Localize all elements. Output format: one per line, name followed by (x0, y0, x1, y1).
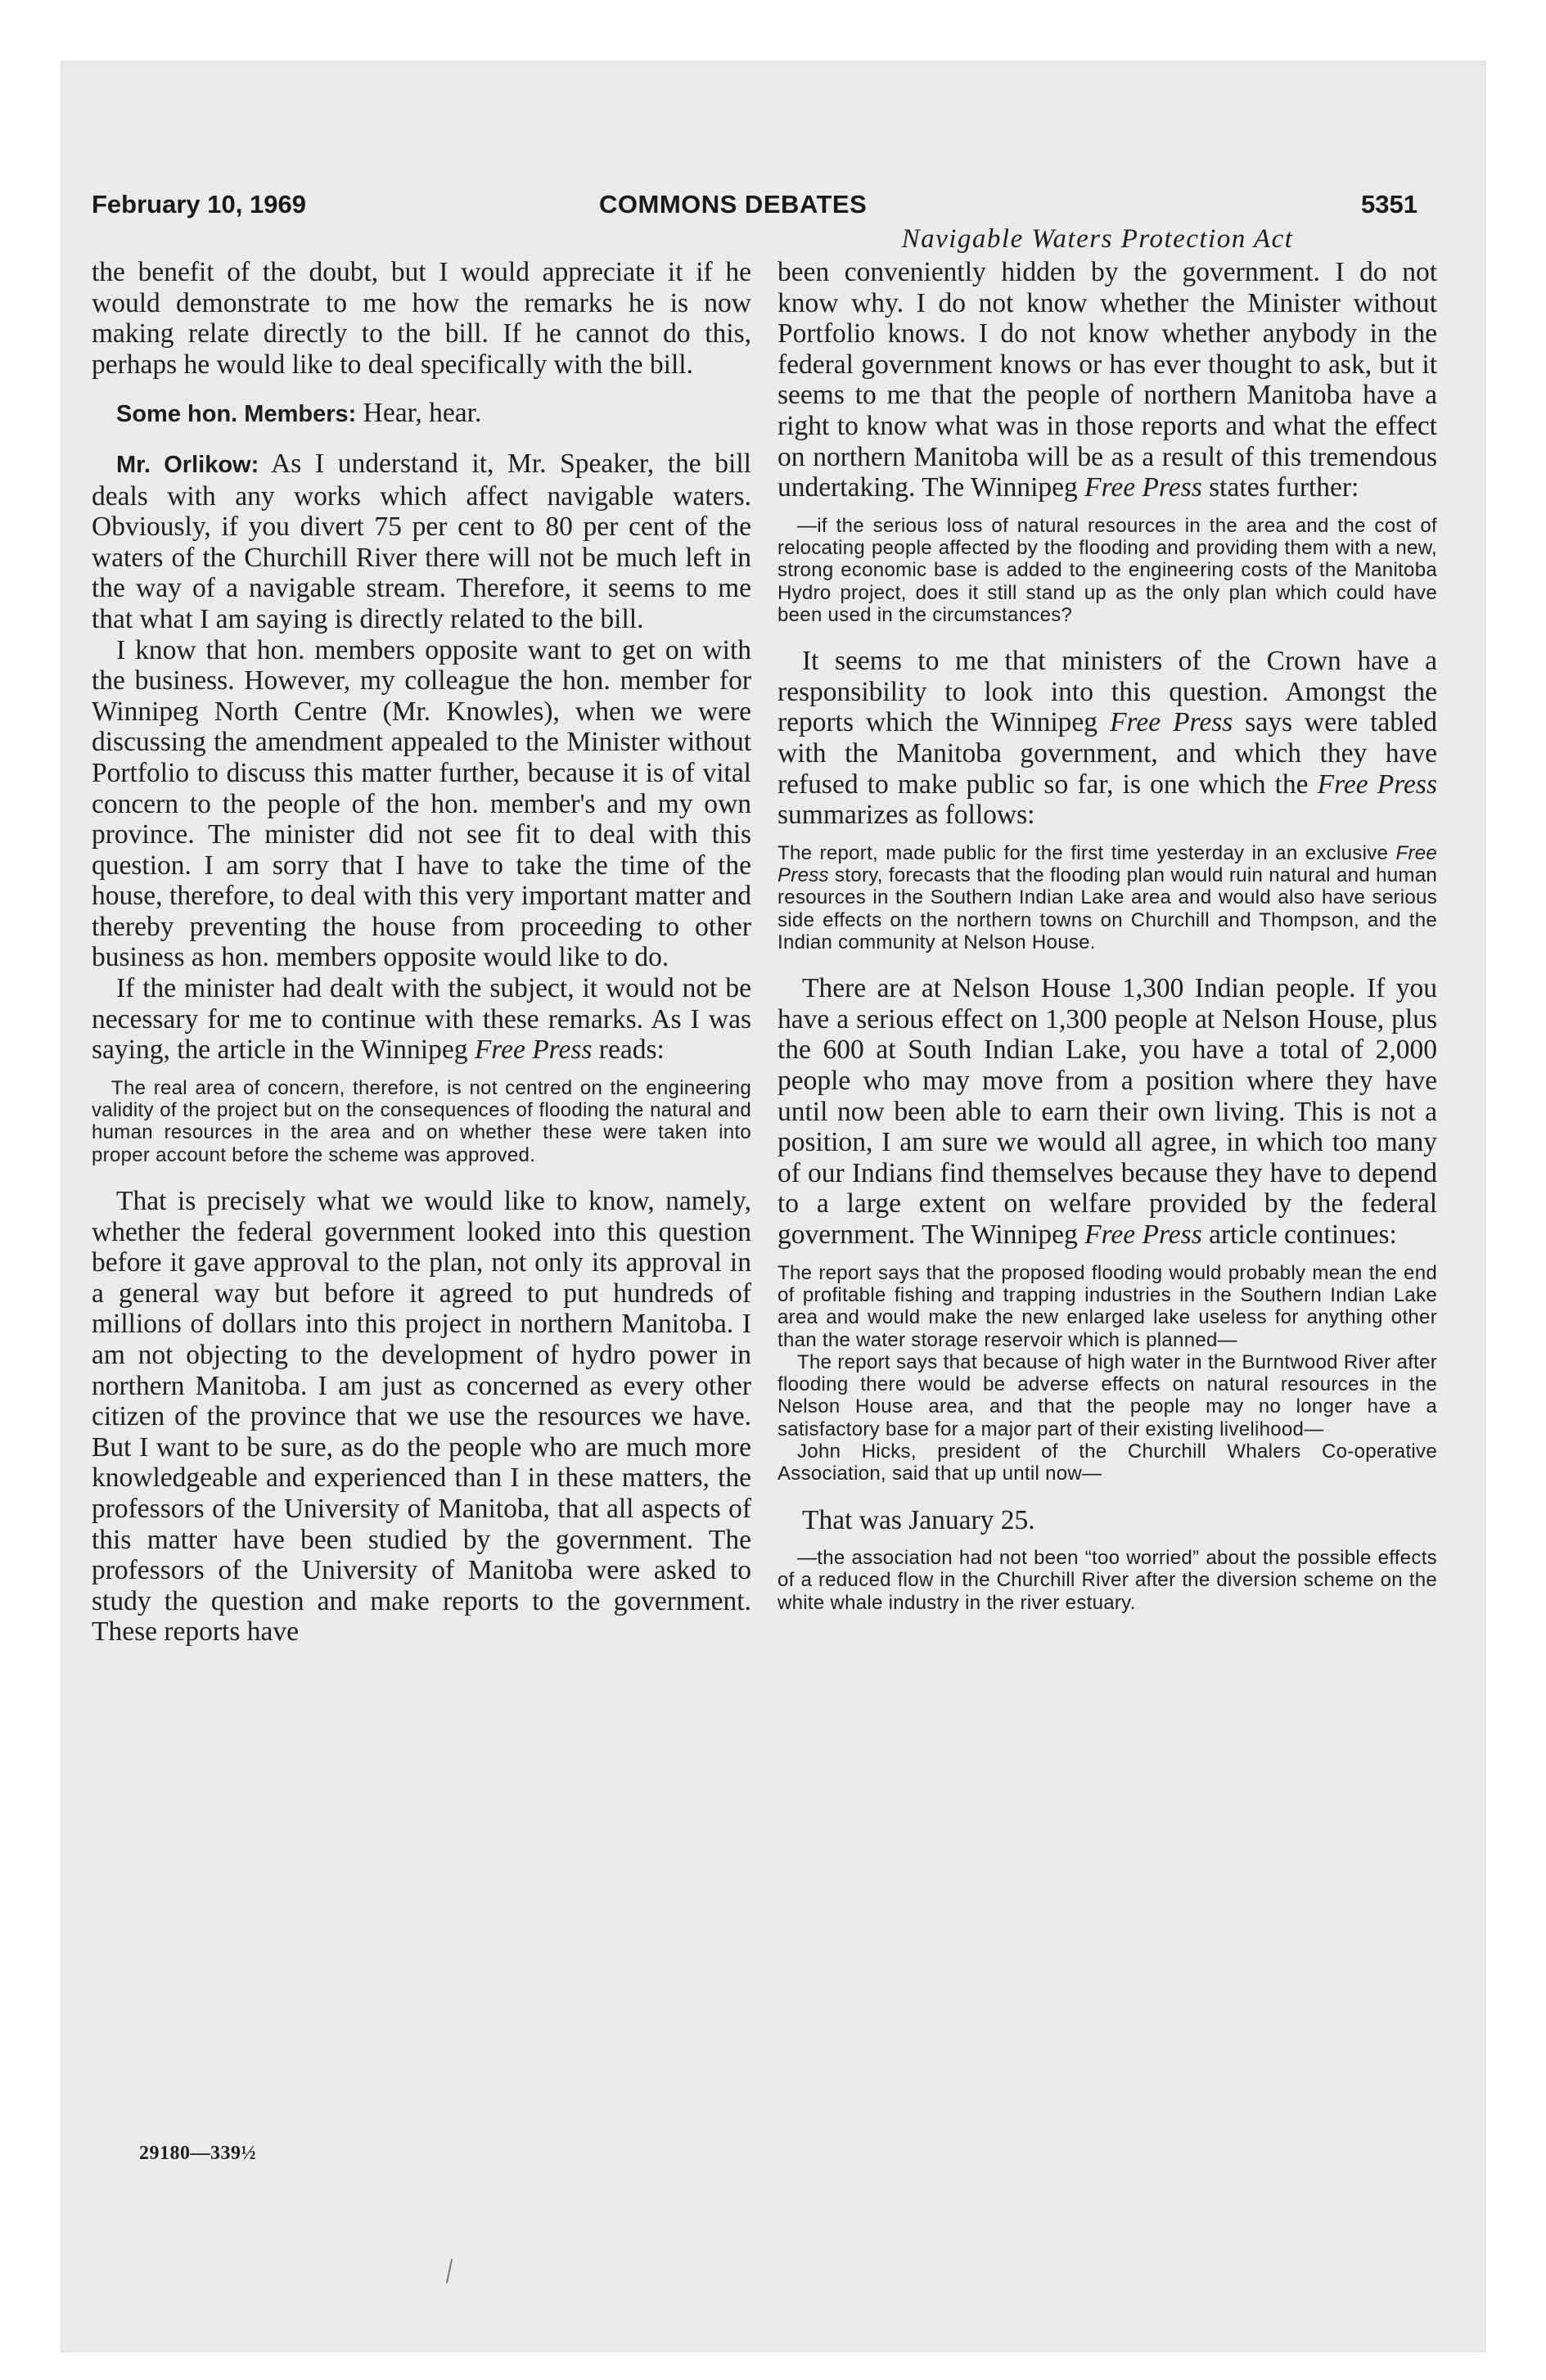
quote-text: The real area of concern, therefore, is not centred on the engineering validity of the project but on the consequences of flooding the natural and human resources in the area and on whether these were taken into proper account before the scheme was approved. (92, 1076, 751, 1166)
right-quote-1 (778, 515, 1437, 626)
left-paragraph-5 (92, 973, 751, 1066)
right-paragraph-2 (778, 646, 1437, 831)
italic-run: Free Press (778, 841, 1437, 887)
left-paragraph-1: the benefit of the doubt, but I would appreciate it if he would demonstrate to me how the remarks he is now making relate directly to the bill. If he cannot do this, perhaps he would like to deal specifically with the bill. (92, 257, 751, 380)
text-run: It seems to me that ministers of the Crown have a responsibility to look into this question. Amongst the reports which the Winnipeg (778, 646, 1437, 738)
text-run: If the minister had dealt with the subject, it would not be necessary for me to continue with these remarks. As I was saying, the article in the Winnipeg (92, 973, 751, 1066)
text-run: article continues: (1201, 1219, 1397, 1251)
speech-text: Hear, hear. (356, 398, 482, 429)
speaker-label: Mr. Orlikow: (116, 451, 259, 478)
page-header (92, 190, 1418, 226)
quote-text: The report says that because of high water in the Burntwood River after flooding there would be adverse effects on natural resources in the Nelson House area, and that the people may no longer have a satisfactory base for a major part of their existing livelihood— (778, 1350, 1437, 1440)
text-run: reads: (592, 1034, 665, 1066)
right-quote-4 (778, 1547, 1437, 1614)
text-run: says were tabled with the Manitoba government, and which they have refused to make public so far, is one which the (778, 707, 1437, 800)
right-paragraph-3 (778, 973, 1437, 1250)
italic-run: Free Press (1110, 707, 1233, 738)
right-quote-3 (778, 1262, 1437, 1485)
quote-text (778, 842, 1437, 953)
text-run: states further: (1201, 472, 1359, 503)
header-title: COMMONS DEBATES (599, 190, 868, 219)
left-paragraph-4: I know that hon. members opposite want to get on with the business. However, my colleague the hon. member for Winnipeg North Centre (Mr. Knowles), when we were discussing the amendment appealed to the Minister without Portfolio to discuss this matter further, because it is of vital concern to the people of the hon. member's and my own province. The minister did not see fit to deal with this question. I am sorry that I have to take the time of the house, therefore, to deal with this very important matter and thereby preventing the house from proceeding to other business as hon. members opposite would like to do. (92, 634, 751, 973)
right-quote-2 (778, 842, 1437, 953)
italic-run: Free Press (474, 1034, 593, 1066)
right-column (778, 257, 1437, 1634)
left-column (92, 257, 751, 1648)
quote-text: —if the serious loss of natural resources in the area and the cost of relocating people affected by the flooding and providing them with a new, strong economic base is added to the engineering costs of the Manitoba Hydro project, does it still stand up as the only plan which could have been used in the circumstances? (778, 514, 1437, 626)
left-paragraph-6: That is precisely what we would like to know, namely, whether the federal government looked into this question before it gave approval to the plan, not only its approval in a general way but before it agreed to put hundreds of millions of dollars into this project in northern Manitoba. I am not objecting to the development of hydro power in northern Manitoba. I am just as concerned as every other citizen of the province that we use the resources we have. But I want to be sure, as do the people who are much more knowledgeable and experienced than I in these matters, the professors of the University of Manitoba, that all aspects of this matter have been studied by the government. The professors of the University of Manitoba were asked to study the question and make reports to the government. These reports have (92, 1186, 751, 1648)
speech-text: As I understand it, Mr. Speaker, the bill deals with any works which affect navigable waters. Obviously, if you divert 75 per cent to 80 per cent of the waters of the Churchill River there will not be much left in the way of a navigable stream. Therefore, it seems to me that what I am saying is directly related to the bill. (92, 448, 751, 634)
running-head: Navigable Waters Protection Act (901, 224, 1294, 254)
left-paragraph-2 (92, 398, 751, 430)
footer-code: 29180—339½ (139, 2143, 256, 2164)
left-paragraph-3 (92, 449, 751, 635)
text-run: There are at Nelson House 1,300 Indian people. If you have a serious effect on 1,300 people at Nelson House, plus the 600 at South Indian Lake, you have a total of 2,000 people who may move from a position where they have until now been able to earn their own living. This is not a position, I am sure we would all agree, in which too many of our Indians find themselves because they have to depend to a large extent on welfare provided by the federal government. The Winnipeg (778, 973, 1437, 1251)
text-run: been conveniently hidden by the government. I do not know why. I do not know whether the Minister without Portfolio knows. I do not know whether anybody in the federal government knows or has ever thought to ask, but it seems to me that the people of northern Manitoba have a right to know what was in those reports and what the effect on northern Manitoba will be as a result of this tremendous undertaking. The Winnipeg (778, 257, 1437, 503)
quote-text: John Hicks, president of the Churchill Whalers Co-operative Association, said that up until now— (778, 1440, 1437, 1485)
speaker-label: Some hon. Members: (116, 401, 357, 428)
text-run: story, forecasts that the flooding plan would ruin natural and human resources in the Southern Indian Lake area and would also have serious side effects on the northern towns on Churchill and Thompson, and the Indian community at Nelson House. (778, 864, 1437, 953)
header-page-number: 5351 (1361, 190, 1418, 219)
italic-run: Free Press (1084, 1219, 1202, 1251)
header-date: February 10, 1969 (92, 190, 306, 219)
italic-run: Free Press (1317, 769, 1437, 800)
quote-text: The report says that the proposed flooding would probably mean the end of profitable fishing and trapping industries in the Southern Indian Lake area and would make the new enlarged lake useless for anything other than the water storage reservoir which is planned— (778, 1261, 1437, 1351)
text-run: summarizes as follows: (778, 800, 1035, 831)
quote-text: —the association had not been “too worried” about the possible effects of a reduced flow in the Churchill River after the diversion scheme on the white whale industry in the river estuary. (778, 1547, 1437, 1614)
text-run: The report, made public for the first time yesterday in an exclusive (778, 841, 1396, 864)
left-quote-1 (92, 1077, 751, 1166)
right-paragraph-1 (778, 257, 1437, 503)
right-paragraph-4: That was January 25. (802, 1504, 1035, 1535)
italic-run: Free Press (1084, 472, 1202, 503)
